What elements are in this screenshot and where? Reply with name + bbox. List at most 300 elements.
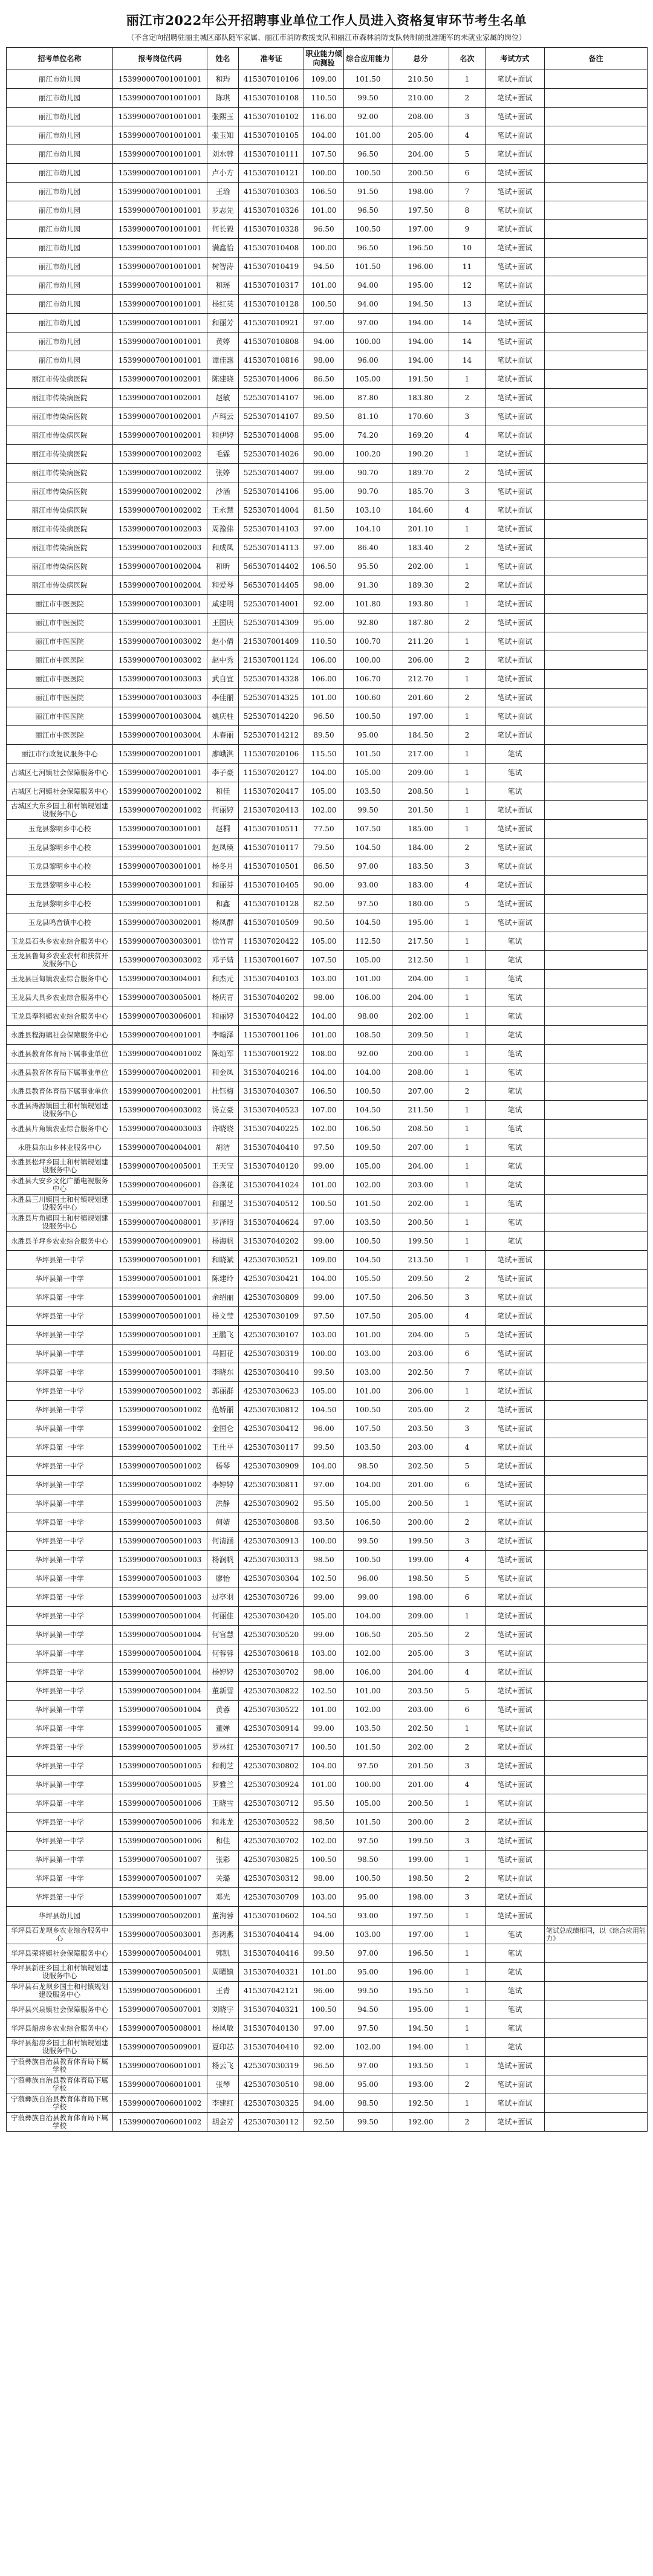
table-row — [7, 801, 648, 820]
cell-exam-id: 425307030913 — [239, 1532, 304, 1551]
table-row — [7, 520, 648, 539]
cell-rank: 1 — [449, 1007, 486, 1026]
cell-unit: 华坪县第一中学 — [7, 1251, 113, 1270]
cell-name: 王鹏飞 — [207, 1326, 239, 1345]
cell-exam-method: 笔试+面试 — [486, 1701, 545, 1719]
cell-total: 197.50 — [392, 1907, 449, 1926]
cell-name: 马圆花 — [207, 1345, 239, 1363]
cell-exam-method: 笔试 — [486, 1101, 545, 1120]
cell-post-code: 153990007001002001 — [113, 426, 207, 445]
table-row — [7, 1813, 648, 1832]
cell-application-score: 104.50 — [344, 1251, 392, 1270]
cell-total: 202.50 — [392, 1719, 449, 1738]
cell-post-code: 153990007005001001 — [113, 1251, 207, 1270]
cell-post-code: 153990007005002001 — [113, 1907, 207, 1926]
cell-unit: 华坪县第一中学 — [7, 1663, 113, 1682]
cell-unit: 华坪县兴泉镇社会保障服务中心 — [7, 2000, 113, 2019]
cell-application-score: 97.00 — [344, 314, 392, 333]
cell-remarks — [545, 1588, 648, 1607]
cell-rank: 1 — [449, 1907, 486, 1926]
cell-rank: 7 — [449, 183, 486, 201]
cell-aptitude-score: 100.00 — [304, 164, 344, 183]
cell-name: 何长毅 — [207, 220, 239, 239]
cell-exam-id: 525307014026 — [239, 445, 304, 464]
cell-post-code: 153990007005004001 — [113, 1944, 207, 1963]
cell-aptitude-score: 110.50 — [304, 632, 344, 651]
table-row — [7, 201, 648, 220]
cell-aptitude-score: 99.00 — [304, 1626, 344, 1644]
table-row — [7, 1138, 648, 1157]
cell-total: 217.00 — [392, 745, 449, 764]
cell-post-code: 153990007003003001 — [113, 932, 207, 951]
cell-remarks — [545, 1682, 648, 1701]
cell-name: 周曜镇 — [207, 1963, 239, 1982]
cell-exam-method: 笔试+面试 — [486, 595, 545, 614]
cell-aptitude-score: 105.00 — [304, 1607, 344, 1626]
cell-post-code: 153990007004005001 — [113, 1157, 207, 1176]
cell-post-code: 153990007001001001 — [113, 276, 207, 295]
cell-application-score: 101.80 — [344, 595, 392, 614]
cell-exam-method: 笔试 — [486, 1982, 545, 2000]
cell-remarks — [545, 89, 648, 108]
cell-remarks — [545, 1513, 648, 1532]
cell-post-code: 153990007001003001 — [113, 595, 207, 614]
cell-name: 姚庆柱 — [207, 707, 239, 726]
table-row — [7, 576, 648, 595]
cell-exam-id: 565307014402 — [239, 557, 304, 576]
cell-application-score: 96.50 — [344, 201, 392, 220]
cell-aptitude-score: 97.00 — [304, 1476, 344, 1494]
cell-exam-method: 笔试+面试 — [486, 726, 545, 745]
cell-exam-id: 415307010128 — [239, 895, 304, 913]
table-row — [7, 108, 648, 126]
cell-remarks — [545, 1532, 648, 1551]
cell-remarks — [545, 1363, 648, 1382]
table-row — [7, 764, 648, 782]
cell-exam-id: 525307014103 — [239, 520, 304, 539]
cell-total: 203.00 — [392, 1345, 449, 1363]
cell-exam-method: 笔试+面试 — [486, 426, 545, 445]
cell-name: 赵桐 — [207, 820, 239, 839]
cell-name: 郭丽群 — [207, 1382, 239, 1401]
cell-total: 196.00 — [392, 1963, 449, 1982]
cell-total: 184.50 — [392, 726, 449, 745]
table-row — [7, 913, 648, 932]
cell-total: 217.50 — [392, 932, 449, 951]
cell-post-code: 153990007005001005 — [113, 1738, 207, 1757]
cell-exam-method: 笔试+面试 — [486, 707, 545, 726]
cell-exam-method: 笔试+面试 — [486, 89, 545, 108]
cell-application-score: 94.00 — [344, 276, 392, 295]
cell-exam-id: 425307030304 — [239, 1569, 304, 1588]
cell-application-score: 105.00 — [344, 1794, 392, 1813]
cell-exam-id: 315307040321 — [239, 1963, 304, 1982]
cell-exam-method: 笔试 — [486, 764, 545, 782]
cell-total: 199.50 — [392, 1532, 449, 1551]
cell-exam-method: 笔试+面试 — [486, 295, 545, 314]
cell-remarks — [545, 276, 648, 295]
cell-rank: 2 — [449, 1270, 486, 1288]
cell-remarks — [545, 745, 648, 764]
cell-rank: 1 — [449, 932, 486, 951]
cell-exam-method: 笔试+面试 — [486, 370, 545, 389]
cell-remarks — [545, 839, 648, 857]
cell-remarks — [545, 1288, 648, 1307]
cell-remarks — [545, 2019, 648, 2038]
cell-name: 和伊婷 — [207, 426, 239, 445]
cell-total: 205.50 — [392, 1626, 449, 1644]
table-row — [7, 1569, 648, 1588]
cell-post-code: 153990007003005001 — [113, 988, 207, 1007]
cell-total: 199.00 — [392, 1851, 449, 1869]
cell-aptitude-score: 92.00 — [304, 595, 344, 614]
cell-post-code: 153990007004002001 — [113, 1063, 207, 1082]
cell-aptitude-score: 97.50 — [304, 1138, 344, 1157]
cell-total: 202.00 — [392, 1195, 449, 1213]
table-row — [7, 2075, 648, 2094]
cell-aptitude-score: 102.00 — [304, 801, 344, 820]
cell-rank: 1 — [449, 1382, 486, 1401]
cell-unit: 华坪县船房乡国土和村镇规划建设服务中心 — [7, 2038, 113, 2057]
cell-unit: 丽江市传染病医院 — [7, 576, 113, 595]
cell-unit: 华坪县荣将镇社会保障服务中心 — [7, 1944, 113, 1963]
header-remarks: 备注 — [545, 48, 648, 70]
table-row — [7, 1644, 648, 1663]
cell-application-score: 100.50 — [344, 1551, 392, 1569]
cell-rank: 6 — [449, 1588, 486, 1607]
cell-total: 205.00 — [392, 1401, 449, 1419]
cell-name: 杨文莹 — [207, 1307, 239, 1326]
cell-total: 184.00 — [392, 839, 449, 857]
cell-unit: 丽江市幼儿园 — [7, 239, 113, 258]
cell-aptitude-score: 93.50 — [304, 1513, 344, 1532]
cell-unit: 华坪县第一中学 — [7, 1288, 113, 1307]
table-row — [7, 951, 648, 970]
cell-total: 211.50 — [392, 1101, 449, 1120]
cell-total: 198.00 — [392, 1588, 449, 1607]
cell-remarks — [545, 1944, 648, 1963]
cell-name: 和昕 — [207, 557, 239, 576]
table-row — [7, 876, 648, 895]
cell-exam-method: 笔试+面试 — [486, 614, 545, 632]
header-name: 姓名 — [207, 48, 239, 70]
table-row — [7, 1232, 648, 1251]
cell-exam-method: 笔试+面试 — [486, 183, 545, 201]
cell-exam-method: 笔试+面试 — [486, 1532, 545, 1551]
cell-exam-id: 315307040103 — [239, 970, 304, 988]
cell-remarks — [545, 482, 648, 501]
cell-application-score: 105.00 — [344, 764, 392, 782]
cell-application-score: 101.50 — [344, 258, 392, 276]
cell-rank: 1 — [449, 782, 486, 801]
cell-exam-method: 笔试+面试 — [486, 201, 545, 220]
cell-total: 192.00 — [392, 2113, 449, 2132]
cell-exam-method: 笔试+面试 — [486, 1401, 545, 1419]
cell-unit: 永胜县松坪乡国土和村镇规划建设服务中心 — [7, 1157, 113, 1176]
cell-total: 203.00 — [392, 1701, 449, 1719]
cell-post-code: 153990007001003002 — [113, 632, 207, 651]
cell-exam-id: 425307030107 — [239, 1326, 304, 1345]
table-row — [7, 1532, 648, 1551]
cell-rank: 14 — [449, 351, 486, 370]
cell-exam-id: 415307010317 — [239, 276, 304, 295]
cell-aptitude-score: 100.50 — [304, 2000, 344, 2019]
cell-rank: 4 — [449, 126, 486, 145]
cell-aptitude-score: 86.50 — [304, 370, 344, 389]
cell-remarks — [545, 1195, 648, 1213]
cell-rank: 5 — [449, 1569, 486, 1588]
cell-rank: 2 — [449, 2075, 486, 2094]
cell-exam-id: 425307030319 — [239, 1345, 304, 1363]
cell-rank: 3 — [449, 1644, 486, 1663]
cell-post-code: 153990007001003003 — [113, 689, 207, 707]
table-row — [7, 501, 648, 520]
cell-application-score: 96.50 — [344, 239, 392, 258]
cell-aptitude-score: 104.50 — [304, 1907, 344, 1926]
cell-rank: 1 — [449, 1719, 486, 1738]
cell-exam-id: 425307030313 — [239, 1551, 304, 1569]
cell-unit: 玉龙县黎明乡中心校 — [7, 839, 113, 857]
cell-application-score: 101.50 — [344, 1195, 392, 1213]
cell-exam-id: 425307030702 — [239, 1832, 304, 1851]
cell-unit: 华坪县第一中学 — [7, 1869, 113, 1888]
cell-name: 和金凤 — [207, 1063, 239, 1082]
cell-rank: 1 — [449, 970, 486, 988]
cell-aptitude-score: 96.00 — [304, 1419, 344, 1438]
cell-rank: 1 — [449, 1926, 486, 1944]
cell-unit: 华坪县第一中学 — [7, 1382, 113, 1401]
cell-remarks — [545, 857, 648, 876]
cell-rank: 4 — [449, 1438, 486, 1457]
cell-total: 194.50 — [392, 295, 449, 314]
cell-post-code: 153990007001002002 — [113, 464, 207, 482]
cell-rank: 1 — [449, 2057, 486, 2075]
cell-name: 杨凤敏 — [207, 2019, 239, 2038]
table-row — [7, 557, 648, 576]
cell-remarks — [545, 70, 648, 89]
cell-unit: 丽江市幼儿园 — [7, 108, 113, 126]
cell-remarks — [545, 1494, 648, 1513]
cell-post-code: 153990007001001001 — [113, 89, 207, 108]
cell-post-code: 153990007006001001 — [113, 2057, 207, 2075]
cell-application-score: 107.50 — [344, 1288, 392, 1307]
cell-exam-method: 笔试+面试 — [486, 2075, 545, 2094]
table-row — [7, 820, 648, 839]
cell-aptitude-score: 82.50 — [304, 895, 344, 913]
cell-exam-method: 笔试+面试 — [486, 520, 545, 539]
header-aptitude-score: 职业能力倾向测验 — [304, 48, 344, 70]
cell-exam-method: 笔试+面试 — [486, 1851, 545, 1869]
cell-unit: 华坪县第一中学 — [7, 1532, 113, 1551]
cell-aptitude-score: 100.00 — [304, 1532, 344, 1551]
cell-application-score: 107.50 — [344, 1307, 392, 1326]
cell-post-code: 153990007004002001 — [113, 1082, 207, 1101]
cell-application-score: 95.00 — [344, 1888, 392, 1907]
cell-post-code: 153990007001002002 — [113, 482, 207, 501]
cell-exam-id: 425307030319 — [239, 2057, 304, 2075]
cell-unit: 丽江市传染病医院 — [7, 426, 113, 445]
cell-aptitude-score: 106.50 — [304, 183, 344, 201]
cell-remarks — [545, 764, 648, 782]
cell-exam-method: 笔试+面试 — [486, 839, 545, 857]
cell-exam-method: 笔试+面试 — [486, 1382, 545, 1401]
cell-remarks — [545, 876, 648, 895]
cell-rank: 1 — [449, 632, 486, 651]
cell-remarks — [545, 557, 648, 576]
cell-exam-method: 笔试+面试 — [486, 1888, 545, 1907]
cell-total: 211.20 — [392, 632, 449, 651]
cell-post-code: 153990007001001001 — [113, 145, 207, 164]
cell-application-score: 103.00 — [344, 1345, 392, 1363]
cell-remarks — [545, 1101, 648, 1120]
cell-aptitude-score: 103.00 — [304, 1888, 344, 1907]
table-row — [7, 351, 648, 370]
cell-post-code: 153990007005001004 — [113, 1607, 207, 1626]
cell-remarks — [545, 1663, 648, 1682]
cell-unit: 玉龙县黎明乡中心校 — [7, 857, 113, 876]
cell-total: 210.00 — [392, 89, 449, 108]
cell-remarks — [545, 1888, 648, 1907]
cell-exam-method: 笔试 — [486, 2038, 545, 2057]
cell-total: 193.80 — [392, 595, 449, 614]
cell-exam-id: 425307030117 — [239, 1438, 304, 1457]
cell-remarks — [545, 1719, 648, 1738]
cell-total: 198.50 — [392, 1569, 449, 1588]
header-unit: 招考单位名称 — [7, 48, 113, 70]
cell-name: 邓子婧 — [207, 951, 239, 970]
table-row — [7, 1963, 648, 1982]
cell-aptitude-score: 99.50 — [304, 1438, 344, 1457]
cell-application-score: 105.00 — [344, 1494, 392, 1513]
cell-post-code: 153990007005003001 — [113, 1926, 207, 1944]
cell-unit: 华坪县第一中学 — [7, 1476, 113, 1494]
cell-rank: 9 — [449, 220, 486, 239]
cell-exam-id: 425307030717 — [239, 1738, 304, 1757]
cell-post-code: 153990007001002001 — [113, 370, 207, 389]
cell-rank: 3 — [449, 1832, 486, 1851]
cell-exam-method: 笔试+面试 — [486, 108, 545, 126]
cell-unit: 华坪县第一中学 — [7, 1851, 113, 1869]
cell-exam-id: 315307040130 — [239, 2019, 304, 2038]
cell-aptitude-score: 97.00 — [304, 520, 344, 539]
cell-exam-method: 笔试 — [486, 1082, 545, 1101]
cell-total: 183.80 — [392, 389, 449, 407]
cell-exam-id: 425307030520 — [239, 1626, 304, 1644]
cell-name: 王天宝 — [207, 1157, 239, 1176]
cell-total: 203.50 — [392, 1682, 449, 1701]
cell-exam-id: 425307030618 — [239, 1644, 304, 1663]
cell-name: 杨海帆 — [207, 1232, 239, 1251]
cell-total: 194.00 — [392, 2038, 449, 2057]
cell-rank: 4 — [449, 1776, 486, 1794]
cell-post-code: 153990007004008001 — [113, 1213, 207, 1232]
cell-exam-id: 415307010117 — [239, 839, 304, 857]
cell-post-code: 153990007004007001 — [113, 1195, 207, 1213]
cell-rank: 1 — [449, 670, 486, 689]
cell-aptitude-score: 98.50 — [304, 1813, 344, 1832]
cell-exam-method: 笔试 — [486, 782, 545, 801]
cell-post-code: 153990007001002002 — [113, 445, 207, 464]
cell-post-code: 153990007001002001 — [113, 407, 207, 426]
cell-remarks — [545, 951, 648, 970]
cell-exam-id: 425307030421 — [239, 1270, 304, 1288]
cell-exam-method: 笔试+面试 — [486, 857, 545, 876]
cell-aptitude-score: 90.00 — [304, 876, 344, 895]
cell-exam-method: 笔试+面试 — [486, 1438, 545, 1457]
cell-aptitude-score: 104.00 — [304, 1757, 344, 1776]
cell-exam-id: 415307010106 — [239, 70, 304, 89]
cell-application-score: 105.00 — [344, 1157, 392, 1176]
cell-application-score: 100.50 — [344, 220, 392, 239]
cell-post-code: 153990007005001006 — [113, 1813, 207, 1832]
cell-application-score: 100.50 — [344, 1401, 392, 1419]
cell-rank: 2 — [449, 614, 486, 632]
cell-application-score: 104.00 — [344, 1063, 392, 1082]
cell-post-code: 153990007001001001 — [113, 164, 207, 183]
cell-application-score: 91.50 — [344, 183, 392, 201]
table-row — [7, 707, 648, 726]
cell-exam-id: 425307030924 — [239, 1776, 304, 1794]
cell-post-code: 153990007001003002 — [113, 651, 207, 670]
cell-remarks — [545, 201, 648, 220]
cell-remarks — [545, 782, 648, 801]
table-row — [7, 932, 648, 951]
cell-exam-method: 笔试+面试 — [486, 632, 545, 651]
cell-unit: 华坪县第一中学 — [7, 1345, 113, 1363]
cell-rank: 5 — [449, 145, 486, 164]
cell-total: 200.00 — [392, 1513, 449, 1532]
candidate-table — [6, 47, 648, 2132]
cell-exam-method: 笔试 — [486, 1195, 545, 1213]
cell-name: 胡洁 — [207, 1138, 239, 1157]
cell-exam-method: 笔试 — [486, 1045, 545, 1063]
cell-unit: 华坪县石龙坝乡国土和村镇规划建设服务中心 — [7, 1982, 113, 2000]
cell-rank: 4 — [449, 1551, 486, 1569]
cell-aptitude-score: 98.00 — [304, 1663, 344, 1682]
cell-exam-method: 笔试+面试 — [486, 1569, 545, 1588]
table-row — [7, 1326, 648, 1345]
cell-aptitude-score: 101.00 — [304, 201, 344, 220]
cell-remarks — [545, 801, 648, 820]
table-row — [7, 2057, 648, 2075]
cell-name: 何蓉蓉 — [207, 1644, 239, 1663]
cell-total: 195.00 — [392, 913, 449, 932]
cell-exam-id: 415307010105 — [239, 126, 304, 145]
cell-rank: 1 — [449, 2094, 486, 2113]
cell-exam-id: 425307030522 — [239, 1701, 304, 1719]
cell-exam-id: 415307010108 — [239, 89, 304, 108]
cell-post-code: 153990007004006001 — [113, 1176, 207, 1195]
cell-aptitude-score: 99.00 — [304, 1288, 344, 1307]
cell-exam-id: 425307030420 — [239, 1607, 304, 1626]
cell-application-score: 109.50 — [344, 1138, 392, 1157]
cell-name: 洪静 — [207, 1494, 239, 1513]
cell-rank: 1 — [449, 1982, 486, 2000]
cell-total: 194.00 — [392, 351, 449, 370]
cell-total: 197.50 — [392, 201, 449, 220]
cell-application-score: 99.50 — [344, 801, 392, 820]
cell-exam-id: 115307020127 — [239, 764, 304, 782]
cell-total: 196.50 — [392, 239, 449, 258]
cell-exam-method: 笔试 — [486, 1963, 545, 1982]
cell-aptitude-score: 98.00 — [304, 988, 344, 1007]
cell-unit: 丽江市传染病医院 — [7, 520, 113, 539]
cell-unit: 永胜县片角镇国土和村镇规划建设服务中心 — [7, 1213, 113, 1232]
cell-exam-method: 笔试+面试 — [486, 333, 545, 351]
cell-name: 和莉芝 — [207, 1757, 239, 1776]
cell-exam-method: 笔试 — [486, 1138, 545, 1157]
cell-unit: 丽江市传染病医院 — [7, 407, 113, 426]
